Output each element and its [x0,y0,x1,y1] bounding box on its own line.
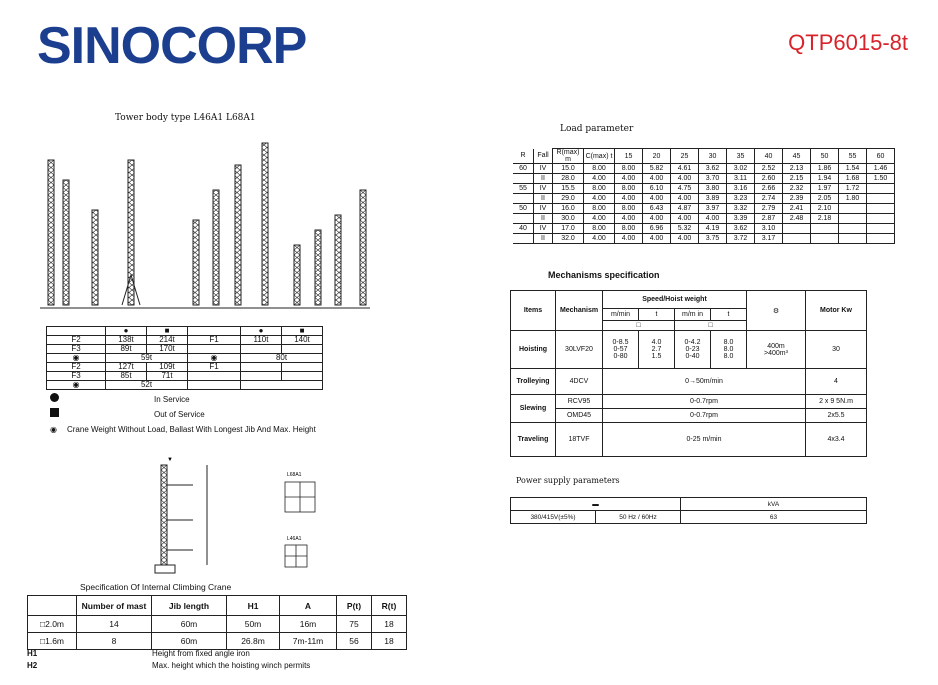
text-cell: Out of Service [154,410,205,419]
text-cell: 89t [106,345,147,354]
text-cell: 8.00 [615,224,643,234]
text-cell [839,224,867,234]
text-cell: F2 [47,336,106,345]
text-cell: 4DCV [556,369,603,395]
power-title: Power supply parameters [516,476,620,485]
text-cell: 3.75 [699,234,727,244]
text-cell: 4.19 [699,224,727,234]
table-row [513,234,895,244]
text-cell: 0-4.2 0-23 0-40 [675,331,711,369]
text-cell: Speed/Hoist weight [603,291,747,309]
text-cell: 138t [106,336,147,345]
text-cell: 4.00 [584,214,615,224]
text-cell: 2.66 [755,184,783,194]
text-cell: Items [511,291,556,331]
text-cell: L46A1 [287,536,302,542]
climbing-title: Specification Of Internal Climbing Crane [80,582,232,592]
text-cell: 80t [241,354,323,363]
text-cell: 8.00 [615,204,643,214]
text-cell: 0-0.7rpm [603,409,806,423]
text-cell: 52t [106,381,188,390]
text-cell: 1.97 [811,184,839,194]
text-cell: Mechanism [556,291,603,331]
text-cell: 3.80 [699,184,727,194]
table-row [511,395,867,409]
text-cell: 140t [282,336,323,345]
text-cell: 32.0 [553,234,584,244]
radius-header: 25 [671,149,699,164]
text-cell: H1 [227,596,280,616]
radius-header: 20 [643,149,671,164]
text-cell: 15.5 [553,184,584,194]
text-cell: 2.60 [755,174,783,184]
text-cell: 2.79 [755,204,783,214]
text-cell: Number of mast [77,596,152,616]
logo-text: SINOCORP [37,17,307,75]
text-cell: 63 [681,511,867,524]
radius-header: 40 [755,149,783,164]
note-text: Max. height which the hoisting winch permits [152,661,311,670]
text-cell: 6.96 [643,224,671,234]
text-cell: 7m-11m [280,633,337,650]
text-cell: 1.86 [811,164,839,174]
text-cell: 1.50 [867,174,895,184]
mechanisms-title: Mechanisms specification [548,270,660,280]
text-cell: II [534,174,553,184]
table-row [511,369,867,395]
text-cell: 110t [241,336,282,345]
text-cell: 18 [372,633,407,650]
text-cell: R [513,149,534,164]
text-cell: II [534,214,553,224]
text-cell: 127t [106,363,147,372]
text-cell [839,234,867,244]
text-cell: 8.00 [584,224,615,234]
table-row [513,174,895,184]
drum-icon: ⚙ [747,291,806,331]
plug-icon: ▬ [511,498,681,511]
text-cell: 0-8.5 0-57 0-80 [603,331,639,369]
text-cell: 40 [513,224,534,234]
text-cell: 60 [513,164,534,174]
text-cell: 2.87 [755,214,783,224]
text-cell: 60m [152,616,227,633]
text-cell: 4.75 [671,184,699,194]
tower-body-title: Tower body type L46A1 L68A1 [115,113,256,123]
text-cell: C(max) t [584,149,615,164]
text-cell: F1 [188,336,241,345]
text-cell: OMD45 [556,409,603,423]
climbing-table [27,595,407,650]
text-cell: 30LVF20 [556,331,603,369]
text-cell: II [534,234,553,244]
text-cell: Hoisting [511,331,556,369]
text-cell: 2.41 [783,204,811,214]
text-cell: 3.10 [755,224,783,234]
text-cell: 3.62 [699,164,727,174]
text-cell: 1.6m [45,636,65,646]
text-cell: In Service [154,395,190,404]
text-cell: 2.15 [783,174,811,184]
text-cell: 4.00 [584,194,615,204]
model-number: QTP6015-8t [788,30,908,55]
text-cell [867,214,895,224]
table-row [47,363,323,372]
text-cell [867,204,895,214]
text-cell: A [280,596,337,616]
text-cell: 75 [337,616,372,633]
text-cell: 30.0 [553,214,584,224]
text-cell: 18TVF [556,423,603,457]
text-cell [839,214,867,224]
text-cell: R(max) m [553,149,584,164]
text-cell: II [534,194,553,204]
text-cell: 4.00 [671,234,699,244]
text-cell: 4.00 [584,234,615,244]
text-cell: 2.0m [45,619,65,629]
text-cell: 8.0 8.0 8.0 [711,331,747,369]
text-cell: Trolleying [511,369,556,395]
company-logo [37,17,307,75]
text-cell: F3 [47,345,106,354]
table-row [47,336,323,345]
text-cell: 50m [227,616,280,633]
text-cell: 4.00 [643,194,671,204]
text-cell: 3.89 [699,194,727,204]
table-row [511,331,867,369]
text-cell: 3.02 [727,164,755,174]
text-cell: 4.00 [615,194,643,204]
text-cell: 4.00 [699,214,727,224]
text-cell: 4.00 [615,214,643,224]
text-cell: 50 [513,204,534,214]
text-cell: 4.00 [615,234,643,244]
svg-text:▼: ▼ [167,457,173,463]
tower-elevation-drawings [30,125,380,320]
radius-header: 50 [811,149,839,164]
text-cell: 400m >400m³ [747,331,806,369]
text-cell: 2.18 [811,214,839,224]
text-cell: 28.0 [553,174,584,184]
table-row: □2.0m 14 60m 50m 16m 75 18 [28,616,407,633]
text-cell: 8.00 [584,184,615,194]
text-cell: Jib length [152,596,227,616]
text-cell: 5.32 [671,224,699,234]
text-cell: 2.48 [783,214,811,224]
text-cell: 4.87 [671,204,699,214]
text-cell: t [639,309,675,321]
table-row [511,423,867,457]
text-cell [867,184,895,194]
text-cell: R(t) [372,596,407,616]
text-cell: 1.46 [867,164,895,174]
crane-weight-table: ● ■ ● ■ F2 138t 214t F1 110t 140t F3 89t 170t ◉ 59t ◉ 80t F2 127t 109t F1 F3 85t 71t ◉ 52t [46,326,323,390]
text-cell: 30 [806,331,867,369]
note-text: Height from fixed angle iron [152,649,250,658]
text-cell: 2.32 [783,184,811,194]
table-row [47,372,323,381]
table-row: □1.6m 8 60m 26.8m 7m-11m 56 18 [28,633,407,650]
text-cell: 2.52 [755,164,783,174]
text-cell: 0→50m/min [603,369,806,395]
table-row [513,204,895,214]
text-cell [867,234,895,244]
text-cell: 5.82 [643,164,671,174]
table-row: ◉ 59t ◉ 80t [47,354,323,363]
text-cell: 2.10 [811,204,839,214]
radius-header: 60 [867,149,895,164]
text-cell: Slewing [511,395,556,423]
text-cell: 85t [106,372,147,381]
text-cell: Traveling [511,423,556,457]
text-cell: 1.80 [839,194,867,204]
text-cell: 1.72 [839,184,867,194]
legend [50,392,316,437]
text-cell: 3.62 [727,224,755,234]
text-cell: 214t [147,336,188,345]
text-cell: 109t [147,363,188,372]
text-cell: 3.97 [699,204,727,214]
text-cell: 2x5.5 [806,409,867,423]
text-cell: 2.13 [783,164,811,174]
text-cell: 15.0 [553,164,584,174]
text-cell [783,224,811,234]
text-cell [513,214,534,224]
text-cell: 1.68 [839,174,867,184]
text-cell: 0-0.7rpm [603,395,806,409]
text-cell: 17.0 [553,224,584,234]
text-cell: kVA [681,498,867,511]
text-cell: 8 [77,633,152,650]
text-cell: Fall [534,149,553,164]
text-cell: 71t [147,372,188,381]
text-cell: 4.00 [671,214,699,224]
text-cell: 3.39 [727,214,755,224]
radius-header: 55 [839,149,867,164]
text-cell: t [711,309,747,321]
text-cell: 3.70 [699,174,727,184]
text-cell: IV [534,224,553,234]
text-cell: P(t) [337,596,372,616]
text-cell: 4.00 [615,174,643,184]
text-cell: 3.23 [727,194,755,204]
internal-climbing-drawing [125,455,245,580]
text-cell: 2 x 9 5N.m [806,395,867,409]
text-cell: 16.0 [553,204,584,214]
crane-weight-icon: ◉ [50,425,57,434]
text-cell: 0-25 m/min [603,423,806,457]
text-cell: 8.00 [584,204,615,214]
text-cell: 55 [513,184,534,194]
text-cell: L68A1 [287,472,302,478]
text-cell: F3 [47,372,106,381]
text-cell: m/min [603,309,639,321]
text-cell: 2.05 [811,194,839,204]
text-cell [513,174,534,184]
text-cell [811,234,839,244]
text-cell: 26.8m [227,633,280,650]
text-cell: 380/415V(±5%) [511,511,596,524]
text-cell: 1.94 [811,174,839,184]
text-cell: Crane Weight Without Load, Ballast With Longest Jib And Max. Height [66,425,316,434]
text-cell: 8.00 [615,184,643,194]
power-table [510,497,867,524]
text-cell: 6.43 [643,204,671,214]
table-row [513,164,895,174]
text-cell: 4.00 [671,194,699,204]
text-cell: IV [534,204,553,214]
text-cell: 4.00 [643,214,671,224]
text-cell: 1.54 [839,164,867,174]
table-row [511,511,867,524]
load-parameter-table [513,148,895,244]
text-cell [783,234,811,244]
text-cell: RCV95 [556,395,603,409]
text-cell: Motor Kw [806,291,867,331]
text-cell [839,204,867,214]
table-row [513,194,895,204]
text-cell [867,224,895,234]
text-cell: F2 [47,363,106,372]
text-cell: 14 [77,616,152,633]
text-cell: 8.00 [615,164,643,174]
radius-header: 35 [727,149,755,164]
table-row [513,224,895,234]
text-cell: F1 [188,363,241,372]
text-cell: 3.17 [755,234,783,244]
out-of-service-icon [50,408,59,417]
text-cell: 16m [280,616,337,633]
text-cell: 29.0 [553,194,584,204]
text-cell: 6.10 [643,184,671,194]
table-row [511,409,867,423]
text-cell: 4.00 [643,234,671,244]
text-cell: 60m [152,633,227,650]
text-cell: 4 [806,369,867,395]
text-cell [811,224,839,234]
text-cell: 4x3.4 [806,423,867,457]
text-cell: m/m in [675,309,711,321]
mechanisms-table: Items Mechanism Speed/Hoist weight ⚙ Motor Kw m/min t m/m in t □ □ Hoisting 30LVF20 0-8.5 0-57 0-80 4.0 2.7 1.5 0-4.2 0-23 0-40 8.0 8.0 8.0 400m >400m³ 30 Trolleying 4DCV 0→50m/min 4 Slewing RCV95 0-0.7rpm 2 x 9 5N.m OMD45 0-0.7rpm 2x5.5 Traveling 18TVF 0-25 m/min 4x3.4 [510,290,867,457]
text-cell: 18 [372,616,407,633]
mast-section-drawings [275,470,335,580]
text-cell: 4.00 [671,174,699,184]
table-row [513,184,895,194]
text-cell: 3.11 [727,174,755,184]
text-cell: 4.00 [584,174,615,184]
note-key: H1 [27,649,38,658]
table-row [513,214,895,224]
text-cell: 56 [337,633,372,650]
text-cell: 3.32 [727,204,755,214]
text-cell: 4.00 [643,174,671,184]
radius-header: 30 [699,149,727,164]
table-row: ◉ 52t [47,381,323,390]
text-cell: IV [534,164,553,174]
text-cell: 8.00 [584,164,615,174]
text-cell [867,194,895,204]
text-cell [513,194,534,204]
text-cell [513,234,534,244]
text-cell: 59t [106,354,188,363]
text-cell: 50 Hz / 60Hz [596,511,681,524]
text-cell: IV [534,184,553,194]
text-cell: 170t [147,345,188,354]
note-key: H2 [27,661,38,670]
radius-header: 45 [783,149,811,164]
text-cell: 4.0 2.7 1.5 [639,331,675,369]
text-cell: 2.74 [755,194,783,204]
in-service-icon [50,393,59,402]
text-cell: 2.39 [783,194,811,204]
text-cell: 3.72 [727,234,755,244]
text-cell: 4.61 [671,164,699,174]
load-title: Load parameter [560,124,634,134]
radius-header: 15 [615,149,643,164]
text-cell: 3.16 [727,184,755,194]
